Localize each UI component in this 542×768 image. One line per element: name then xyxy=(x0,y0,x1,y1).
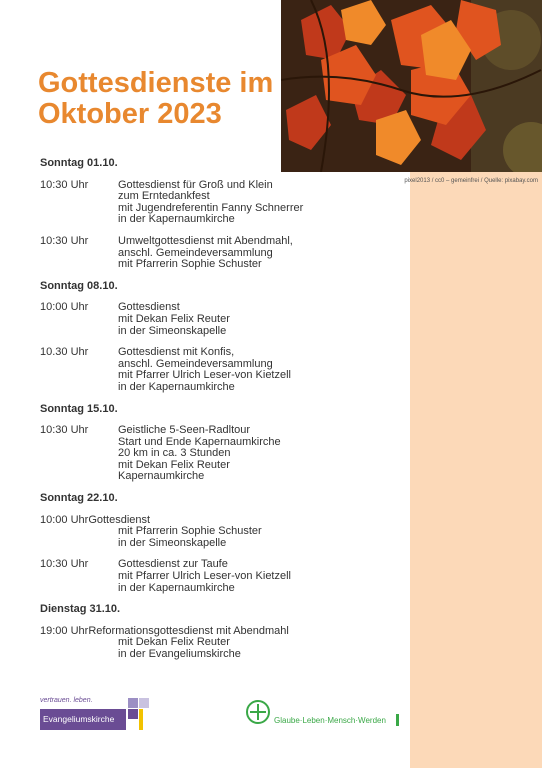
description-line: Kapernaumkirche xyxy=(118,470,205,483)
service-description xyxy=(118,302,230,337)
service-time: 10.30 Uhr xyxy=(40,346,89,359)
service-time: 10:30 Uhr xyxy=(40,424,89,437)
title-line-2: Oktober 2023 xyxy=(38,98,222,130)
service-entry xyxy=(40,626,410,661)
description-line: anschl. Gemeindeversammlung xyxy=(118,357,273,370)
service-description xyxy=(118,425,281,483)
side-color-band xyxy=(410,172,542,768)
description-line: mit Jugendreferentin Fanny Schnerrer xyxy=(118,201,304,214)
service-entry xyxy=(40,236,410,271)
service-description xyxy=(40,637,410,660)
service-entry xyxy=(40,347,410,393)
cross-circle-icon xyxy=(246,700,270,724)
service-description xyxy=(40,526,410,549)
description-line: zum Erntedankfest xyxy=(118,190,210,203)
day-heading: Sonntag 22.10. xyxy=(40,492,118,505)
description-line: mit Dekan Felix Reuter xyxy=(118,458,230,471)
day-heading: Dienstag 31.10. xyxy=(40,603,121,616)
description-line: Gottesdienst zur Taufe xyxy=(118,558,228,571)
description-line: in der Kapernaumkirche xyxy=(118,213,235,226)
logo-square xyxy=(139,698,149,708)
description-line: Gottesdienst xyxy=(118,301,180,314)
logo-square xyxy=(139,709,143,730)
description-line: Gottesdienst für Groß und Klein xyxy=(118,178,273,191)
service-description xyxy=(118,559,291,594)
logo-tagline: vertrauen. leben. xyxy=(40,697,93,704)
description-line: in der Kapernaumkirche xyxy=(118,581,235,594)
service-entry xyxy=(40,425,410,483)
service-entry xyxy=(40,180,410,226)
flag-icon xyxy=(396,714,399,726)
description-line: mit Pfarrerin Sophie Schuster xyxy=(118,525,262,538)
description-line: anschl. Gemeindeversammlung xyxy=(118,246,273,259)
service-time: 10:00 Uhr xyxy=(40,513,89,526)
description-line: Umweltgottesdienst mit Abendmahl, xyxy=(118,234,293,247)
logo-name: Evangeliumskirche xyxy=(40,709,126,730)
photo-credit: pixel2013 / cc0 – gemeinfrei / Quelle: pixabay.com xyxy=(404,178,538,184)
service-time: 10:30 Uhr xyxy=(40,234,89,247)
day-heading: Sonntag 08.10. xyxy=(40,279,118,292)
service-entry xyxy=(40,515,410,550)
description-line: in der Simeonskapelle xyxy=(118,324,227,337)
description-line: mit Dekan Felix Reuter xyxy=(118,312,230,325)
description-line: Geistliche 5-Seen-Radltour xyxy=(118,424,251,437)
description-line: in der Evangeliumskirche xyxy=(118,648,241,660)
description-line: mit Pfarrer Ulrich Leser-von Kietzell xyxy=(118,570,291,583)
service-entry xyxy=(40,559,410,594)
service-entry xyxy=(40,302,410,337)
logo-square xyxy=(128,698,138,708)
day-heading: Sonntag 01.10. xyxy=(40,157,118,169)
service-time: 10:30 Uhr xyxy=(40,558,89,571)
description-line: mit Pfarrerin Sophie Schuster xyxy=(118,258,262,271)
service-time: 10:30 Uhr xyxy=(40,178,89,191)
service-description xyxy=(118,347,291,393)
logo-square xyxy=(128,709,138,719)
description-line: 20 km in ca. 3 Stunden xyxy=(118,447,231,460)
glaube-leben-logo xyxy=(246,700,411,730)
title-line-1: Gottesdienste im xyxy=(38,67,274,99)
logo-motto: Glaube·Leben·Mensch·Werden xyxy=(274,716,386,725)
page-title xyxy=(38,68,278,130)
description-line: mit Pfarrer Ulrich Leser-von Kietzell xyxy=(118,369,291,382)
service-time: 19:00 Uhr xyxy=(40,624,89,637)
description-line: Gottesdienst mit Konfis, xyxy=(118,346,235,359)
description-line: Gottesdienst xyxy=(88,513,151,526)
service-description xyxy=(118,236,293,271)
description-line: mit Dekan Felix Reuter xyxy=(118,636,230,649)
evangeliumskirche-logo xyxy=(40,697,142,733)
service-description xyxy=(118,180,303,226)
description-line: Reformationsgottesdienst mit Abendmahl xyxy=(88,624,289,637)
service-time: 10:00 Uhr xyxy=(40,301,89,314)
description-line: Start und Ende Kapernaumkirche xyxy=(118,435,281,448)
description-line: in der Simeonskapelle xyxy=(118,536,227,549)
service-schedule xyxy=(40,158,410,671)
description-line: in der Kapernaumkirche xyxy=(118,380,235,393)
day-heading: Sonntag 15.10. xyxy=(40,402,118,415)
autumn-leaves-photo xyxy=(281,0,542,172)
